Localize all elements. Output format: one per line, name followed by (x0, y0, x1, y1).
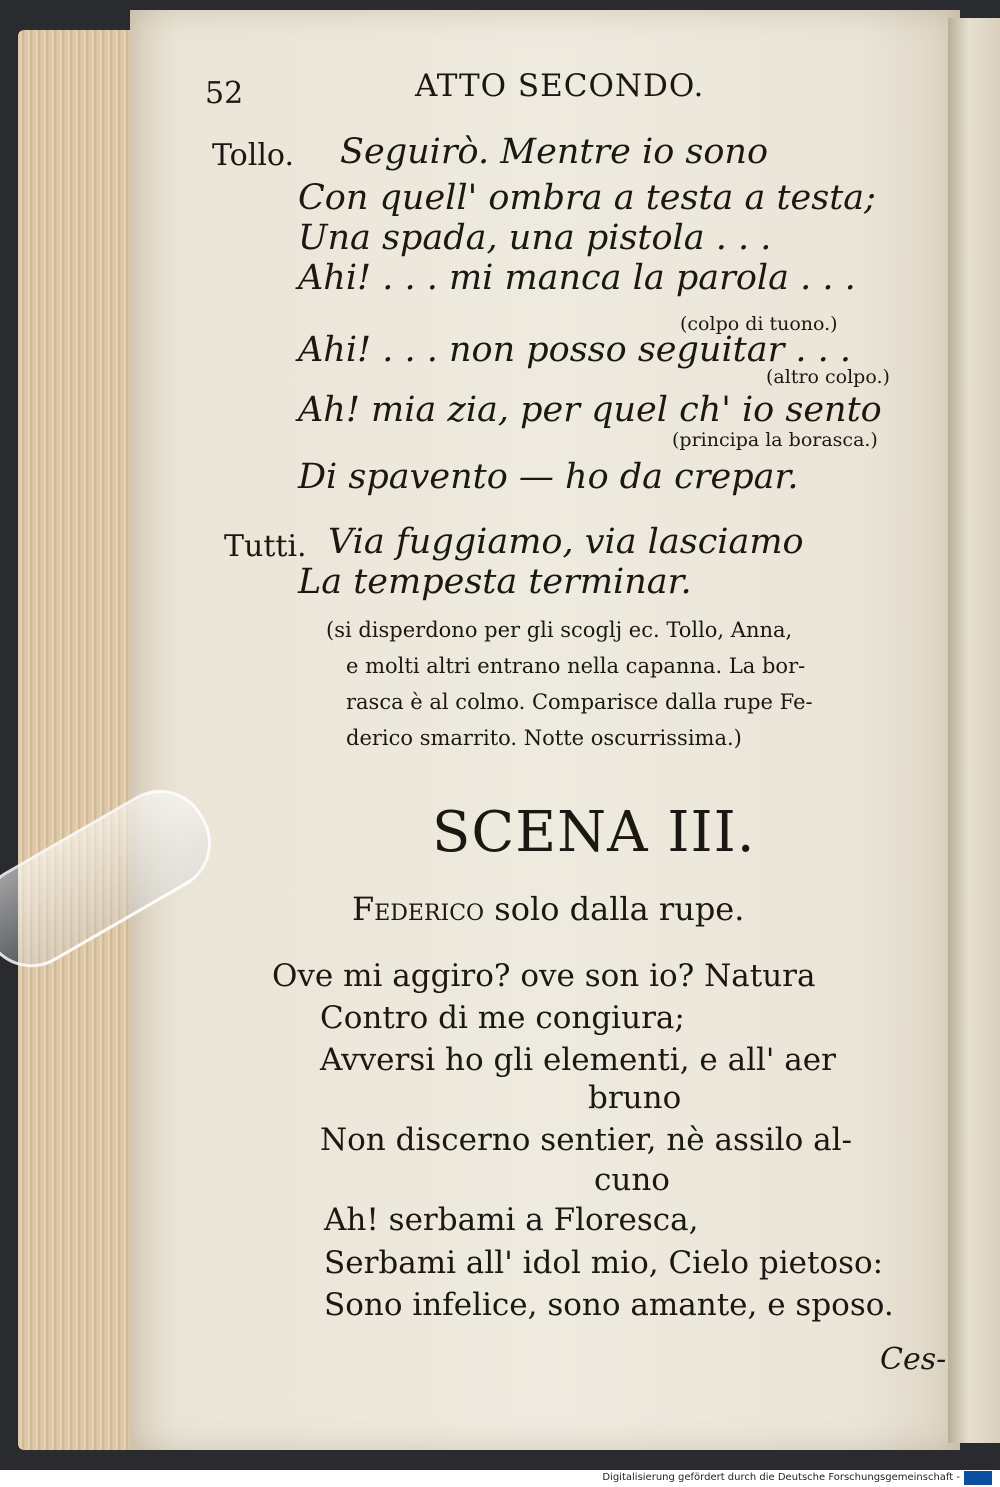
verse-line: Una spada, una pistola . . . (298, 218, 772, 258)
verse-line: Non discerno sentier, nè assilo al- (320, 1122, 853, 1158)
speaker-tollo: Tollo. (212, 138, 295, 173)
scene-subtitle-rest: solo dalla rupe. (494, 890, 745, 928)
stage-direction: (colpo di tuono.) (680, 313, 838, 335)
stage-direction-line: e molti altri entrano nella capanna. La bor- (346, 654, 806, 678)
stage-direction-line: derico smarrito. Notte oscurrissima.) (346, 726, 742, 750)
stage-direction-line: rasca è al colmo. Comparisce dalla rupe Fe- (346, 690, 813, 714)
character-name: Federico (352, 890, 485, 928)
scene-title: SCENA III. (432, 800, 756, 865)
verse-line: Con quell' ombra a testa a testa; (298, 178, 876, 218)
verse-line: Via fuggiamo, via lasciamo (328, 522, 804, 562)
dfg-logo-icon (964, 1471, 992, 1485)
verse-line: La tempesta terminar. (298, 562, 692, 602)
verse-line: Ah! mia zia, per quel ch' io sento (298, 390, 882, 430)
footer-credit: Digitalisierung gefördert durch die Deutsche Forschungsgemeinschaft - (602, 1472, 960, 1483)
verse-line: Avversi ho gli elementi, e all' aer (320, 1042, 836, 1078)
page-number: 52 (205, 76, 244, 111)
verse-line-turnover: bruno (588, 1080, 682, 1116)
verse-line: Ove mi aggiro? ove son io? Natura (272, 958, 816, 994)
verse-line: Ah! serbami a Floresca, (324, 1202, 699, 1238)
verse-line: Serbami all' idol mio, Cielo pietoso: (324, 1245, 884, 1281)
verse-line: Ahi! . . . mi manca la parola . . . (298, 258, 856, 298)
stage-direction-line: (si disperdono per gli scoglj ec. Tollo, Anna, (326, 618, 793, 642)
catchword: Ces- (880, 1342, 947, 1377)
verse-line: Seguirò. Mentre io sono (340, 132, 769, 172)
verse-line: Sono infelice, sono amante, e sposo. (324, 1287, 894, 1323)
verse-line-turnover: cuno (594, 1162, 670, 1198)
verse-line: Di spavento — ho da crepar. (298, 457, 799, 497)
running-header: ATTO SECONDO. (415, 68, 705, 104)
verse-line: Ahi! . . . non posso seguitar . . . (298, 330, 852, 370)
scene-subtitle (352, 890, 744, 928)
stage-direction: (altro colpo.) (766, 366, 890, 388)
speaker-tutti: Tutti. (224, 529, 307, 564)
verse-line: Contro di me congiura; (320, 1000, 685, 1036)
stage-direction: (principa la borasca.) (672, 429, 878, 451)
